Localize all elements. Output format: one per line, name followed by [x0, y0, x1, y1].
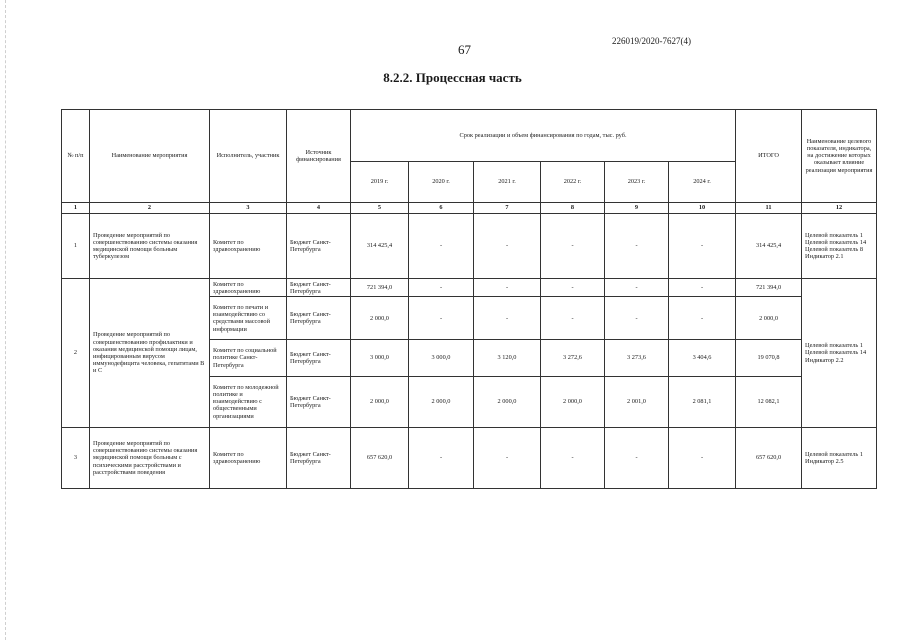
source-cell: Бюджет Санкт-Петербурга	[287, 427, 351, 488]
value-cell: -	[605, 213, 669, 278]
document-number: 226019/2020-7627(4)	[612, 36, 691, 46]
value-cell: 3 404,6	[669, 340, 736, 377]
value-cell: 2 081,1	[669, 376, 736, 427]
executor-cell: Комитет по здравоохранению	[210, 279, 287, 297]
executor-cell: Комитет по здравоохранению	[210, 213, 287, 278]
header-year: 2023 г.	[605, 161, 669, 202]
table-row	[62, 279, 877, 297]
value-cell: 721 394,0	[351, 279, 409, 297]
value-cell: 657 620,0	[351, 427, 409, 488]
value-cell: -	[474, 279, 541, 297]
indicator-cell: Целевой показатель 1 Индикатор 2.5	[802, 427, 877, 488]
executor-cell: Комитет по здравоохранению	[210, 427, 287, 488]
column-number: 4	[287, 202, 351, 213]
executor-cell: Комитет по социальной политике Санкт-Петербурга	[210, 340, 287, 377]
value-cell: 3 000,0	[351, 340, 409, 377]
value-cell: 2 000,0	[474, 376, 541, 427]
column-number: 6	[409, 202, 474, 213]
total-cell: 721 394,0	[736, 279, 802, 297]
value-cell: -	[474, 297, 541, 340]
event-name: Проведение мероприятий по совершенствованию системы оказания медицинской помощи больным с психическими расстройствами и расстройствами поведения	[90, 427, 210, 488]
value-cell: -	[409, 213, 474, 278]
value-cell: -	[541, 297, 605, 340]
header-year: 2021 г.	[474, 161, 541, 202]
value-cell: -	[669, 213, 736, 278]
value-cell: -	[669, 427, 736, 488]
column-number: 5	[351, 202, 409, 213]
row-number: 1	[62, 213, 90, 278]
event-name: Проведение мероприятий по совершенствованию системы оказания медицинской помощи больным туберкулезом	[90, 213, 210, 278]
value-cell: -	[541, 427, 605, 488]
header-executor: Исполнитель, участник	[210, 110, 287, 203]
column-number: 9	[605, 202, 669, 213]
indicator-cell: Целевой показатель 1 Целевой показатель 14 Индикатор 2.2	[802, 279, 877, 428]
value-cell: -	[474, 427, 541, 488]
header-no: № п/п	[62, 110, 90, 203]
table-row	[62, 427, 877, 488]
header-year: 2019 г.	[351, 161, 409, 202]
indicator-cell: Целевой показатель 1 Целевой показатель 14 Целевой показатель 8 Индикатор 2.1	[802, 213, 877, 278]
row-number: 3	[62, 427, 90, 488]
header-year: 2024 г.	[669, 161, 736, 202]
column-number: 2	[90, 202, 210, 213]
source-cell: Бюджет Санкт-Петербурга	[287, 376, 351, 427]
source-cell: Бюджет Санкт-Петербурга	[287, 213, 351, 278]
page-number: 67	[458, 42, 471, 57]
executor-cell: Комитет по печати и взаимодействию со средствами массовой информации	[210, 297, 287, 340]
header-indicator: Наименование целевого показателя, индикатора, на достижение которых оказывает влияние реализация мероприятия	[802, 110, 877, 203]
value-cell: 2 000,0	[409, 376, 474, 427]
value-cell: 2 000,0	[351, 297, 409, 340]
value-cell: 3 000,0	[409, 340, 474, 377]
source-cell: Бюджет Санкт-Петербурга	[287, 297, 351, 340]
header-year: 2020 г.	[409, 161, 474, 202]
value-cell: 2 000,0	[541, 376, 605, 427]
column-number: 1	[62, 202, 90, 213]
value-cell: -	[605, 427, 669, 488]
event-name: Проведение мероприятий по совершенствованию профилактики и оказания медицинской помощи лицам, инфицированным вирусом иммунодефицита человека, гепатитами B и C	[90, 279, 210, 428]
value-cell: -	[409, 279, 474, 297]
column-number: 10	[669, 202, 736, 213]
executor-cell: Комитет по молодежной политике и взаимодействию с общественными организациями	[210, 376, 287, 427]
total-cell: 657 620,0	[736, 427, 802, 488]
value-cell: -	[541, 279, 605, 297]
column-number: 11	[736, 202, 802, 213]
row-number: 2	[62, 279, 90, 428]
column-number: 12	[802, 202, 877, 213]
total-cell: 19 070,8	[736, 340, 802, 377]
value-cell: 3 272,6	[541, 340, 605, 377]
value-cell: -	[669, 297, 736, 340]
header-event: Наименование мероприятия	[90, 110, 210, 203]
source-cell: Бюджет Санкт-Петербурга	[287, 279, 351, 297]
value-cell: -	[541, 213, 605, 278]
total-cell: 314 425,4	[736, 213, 802, 278]
scan-edge-mark	[5, 0, 7, 640]
header-period-group: Срок реализации и объем финансирования по годам, тыс. руб.	[351, 110, 736, 162]
column-number: 8	[541, 202, 605, 213]
header-source: Источник финансирования	[287, 110, 351, 203]
total-cell: 2 000,0	[736, 297, 802, 340]
source-cell: Бюджет Санкт-Петербурга	[287, 340, 351, 377]
header-row-1	[62, 110, 877, 162]
table-row	[62, 213, 877, 278]
column-number: 7	[474, 202, 541, 213]
column-number: 3	[210, 202, 287, 213]
value-cell: -	[474, 213, 541, 278]
value-cell: -	[409, 297, 474, 340]
value-cell: 314 425,4	[351, 213, 409, 278]
value-cell: -	[669, 279, 736, 297]
total-cell: 12 082,1	[736, 376, 802, 427]
value-cell: -	[605, 297, 669, 340]
value-cell: -	[605, 279, 669, 297]
financing-table	[61, 109, 877, 489]
value-cell: 3 273,6	[605, 340, 669, 377]
value-cell: 2 000,0	[351, 376, 409, 427]
header-year: 2022 г.	[541, 161, 605, 202]
header-total: ИТОГО	[736, 110, 802, 203]
value-cell: 2 001,0	[605, 376, 669, 427]
section-title: 8.2.2. Процессная часть	[383, 70, 522, 85]
column-number-row	[62, 202, 877, 213]
value-cell: -	[409, 427, 474, 488]
value-cell: 3 120,0	[474, 340, 541, 377]
